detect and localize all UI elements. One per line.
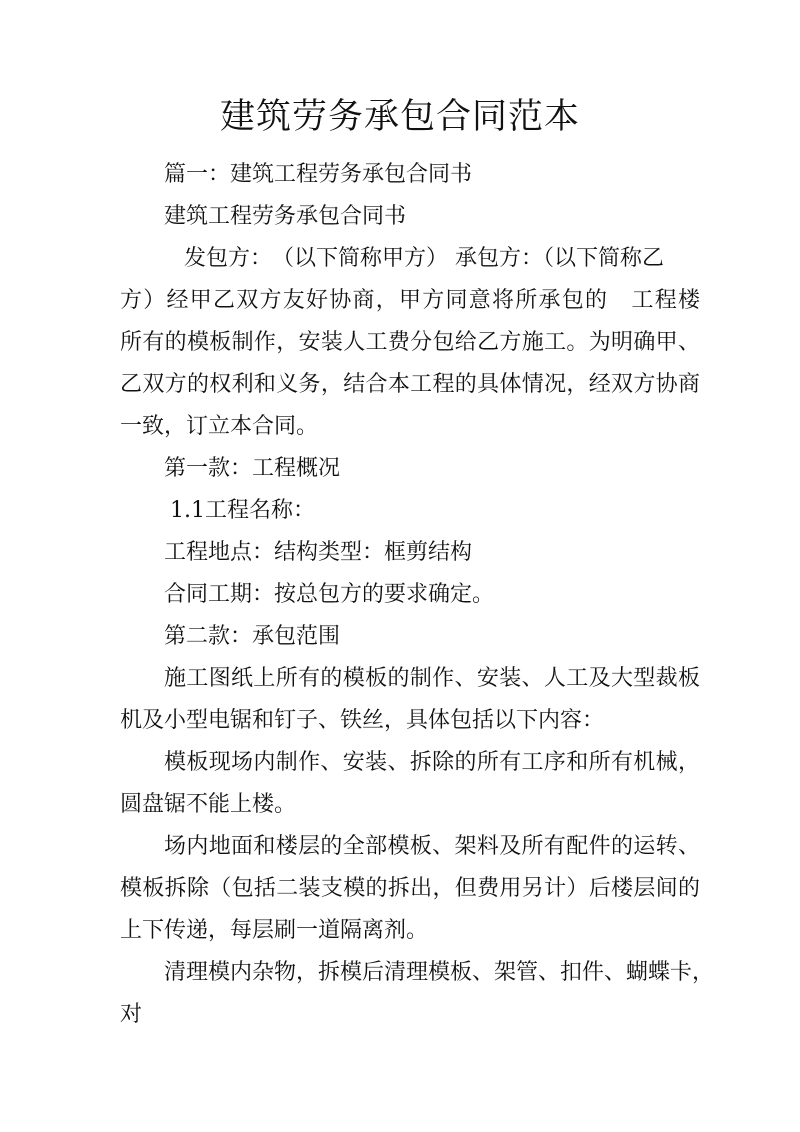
contract-subtitle: 建筑工程劳务承包合同书 (164, 204, 407, 229)
clause-heading: 第二款：承包范围 (164, 624, 341, 649)
section-heading: 篇一：建筑工程劳务承包合同书 (164, 162, 473, 187)
document-title: 建筑劳务承包合同范本 (219, 97, 580, 137)
paragraph-line: 一致，订立本合同。 (120, 414, 319, 439)
clause-heading: 第一款：工程概况 (164, 456, 341, 481)
clause-item: 合同工期：按总包方的要求确定。 (164, 582, 495, 607)
paragraph-line: 对 (120, 1002, 143, 1027)
paragraph-line: 模板拆除（包括二装支模的拆出，但费用另计）后楼层间的 (120, 876, 700, 901)
paragraph-line: 乙双方的权利和义务，结合本工程的具体情况，经双方协商 (120, 372, 700, 397)
clause-item: 工程地点：结构类型：框剪结构 (164, 540, 473, 565)
paragraph-line: 场内地面和楼层的全部模板、架料及所有配件的运转、 (164, 834, 700, 859)
paragraph-line: 上下传递，每层刷一道隔离剂。 (120, 918, 429, 943)
paragraph-line: 机及小型电锯和钉子、铁丝，具体包括以下内容： (120, 708, 605, 733)
paragraph-line: 清理模内杂物，拆模后清理模板、架管、扣件、蝴蝶卡， (164, 960, 715, 985)
paragraph-line: 所有的模板制作，安装人工费分包给乙方施工。为明确甲、 (120, 330, 700, 355)
clause-item: 1.1工程名称： (170, 498, 315, 523)
paragraph-line: 施工图纸上所有的模板的制作、安装、人工及大型裁板 (164, 666, 700, 691)
paragraph-line: 方）经甲乙双方友好协商，甲方同意将所承包的 工程楼 (120, 288, 700, 313)
paragraph-line: 模板现场内制作、安装、拆除的所有工序和所有机械， (164, 750, 700, 775)
paragraph-line: 发包方： （以下简称甲方） 承包方：（以下简称乙 (184, 246, 664, 271)
paragraph-line: 圆盘锯不能上楼。 (120, 792, 297, 817)
